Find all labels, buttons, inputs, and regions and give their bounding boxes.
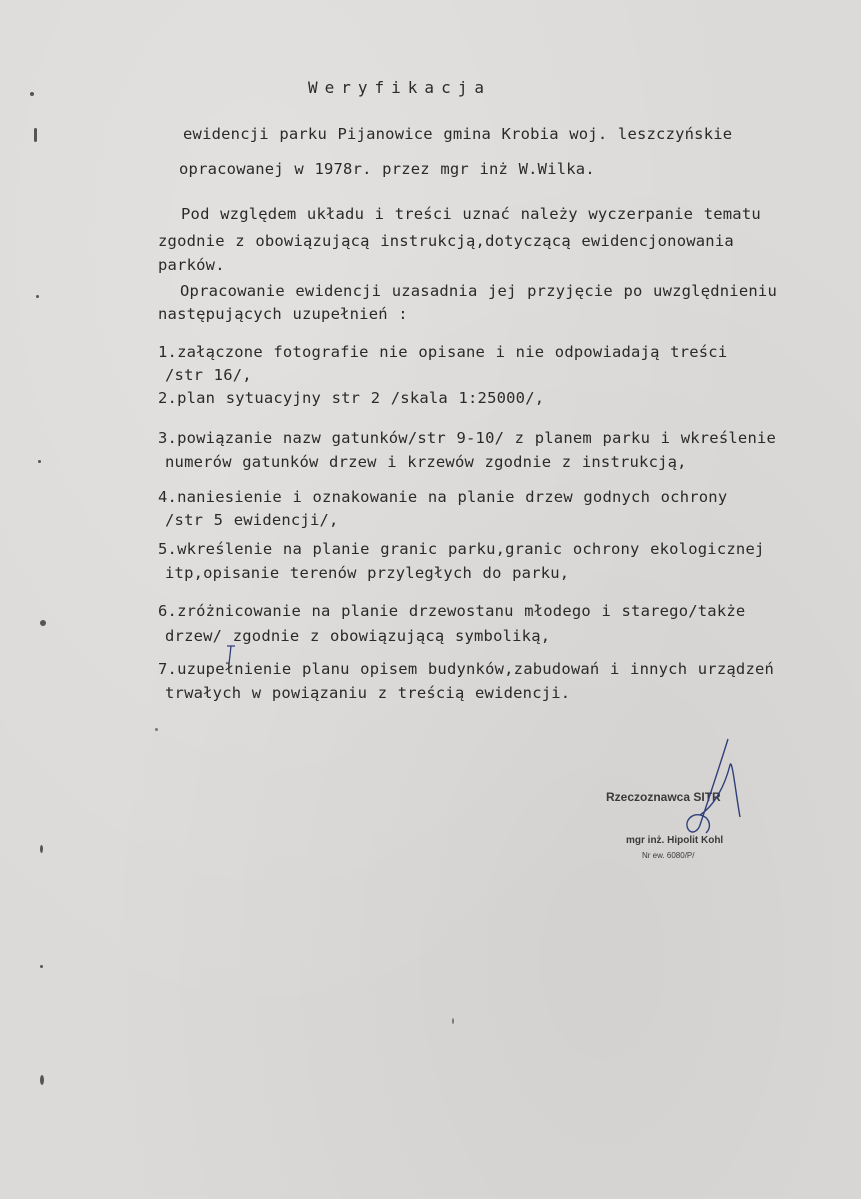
list-item: 5.wkreślenie na planie granic parku,granic ochrony ekologicznej [158,540,765,558]
document-title: Weryfikacja [308,78,491,97]
punch-hole-mark [34,128,37,142]
signature-icon [640,735,760,845]
list-item: 7.uzupełnienie planu opisem budynków,zabudowań i innych urządzeń [158,660,775,678]
list-item: drzew/ zgodnie z obowiązującą symboliką, [165,627,551,645]
handwritten-correction-mark [224,644,238,666]
stamp-title: Rzeczoznawca SITR [606,790,721,804]
punch-hole-mark [36,295,39,298]
stamp-name: mgr inż. Hipolit Kohl [626,835,724,846]
paragraph-line: Pod względem układu i treści uznać należy wyczerpanie tematu [181,205,761,223]
intro-line: opracowanej w 1978r. przez mgr inż W.Wilka. [179,160,595,178]
stamp-and-signature [600,735,800,885]
list-item: itp,opisanie terenów przyległych do parku, [165,564,570,582]
stray-dot [155,728,158,731]
list-item: 4.naniesienie i oznakowanie na planie drzew godnych ochrony [158,488,728,506]
paragraph-line: zgodnie z obowiązującą instrukcją,dotyczącą ewidencjonowania [158,232,734,250]
punch-hole-mark [38,460,41,463]
intro-line: ewidencji parku Pijanowice gmina Krobia woj. leszczyńskie [183,125,733,143]
punch-hole-mark [40,965,43,968]
paragraph-line: następujących uzupełnień : [158,305,408,323]
stamp-number: Nr ew. 6080/P/ [642,851,695,860]
list-item: numerów gatunków drzew i krzewów zgodnie z instrukcją, [165,453,687,471]
stray-dot [452,1018,454,1024]
punch-hole-mark [40,1075,44,1085]
list-item: /str 5 ewidencji/, [165,511,339,529]
list-item: 2.plan sytuacyjny str 2 /skala 1:25000/, [158,389,545,407]
list-item: /str 16/, [165,366,252,384]
paragraph-line: Opracowanie ewidencji uzasadnia jej przyjęcie po uwzględnieniu [180,282,777,300]
list-item: trwałych w powiązaniu z treścią ewidencji. [165,684,571,702]
punch-hole-mark [40,845,43,853]
list-item: 6.zróżnicowanie na planie drzewostanu młodego i starego/także [158,602,746,620]
punch-hole-mark [40,620,46,626]
list-item: 1.załączone fotografie nie opisane i nie odpowiadają treści [158,343,728,361]
paragraph-line: parków. [158,256,225,274]
list-item: 3.powiązanie nazw gatunków/str 9-10/ z planem parku i wkreślenie [158,429,777,447]
punch-hole-mark [30,92,34,96]
